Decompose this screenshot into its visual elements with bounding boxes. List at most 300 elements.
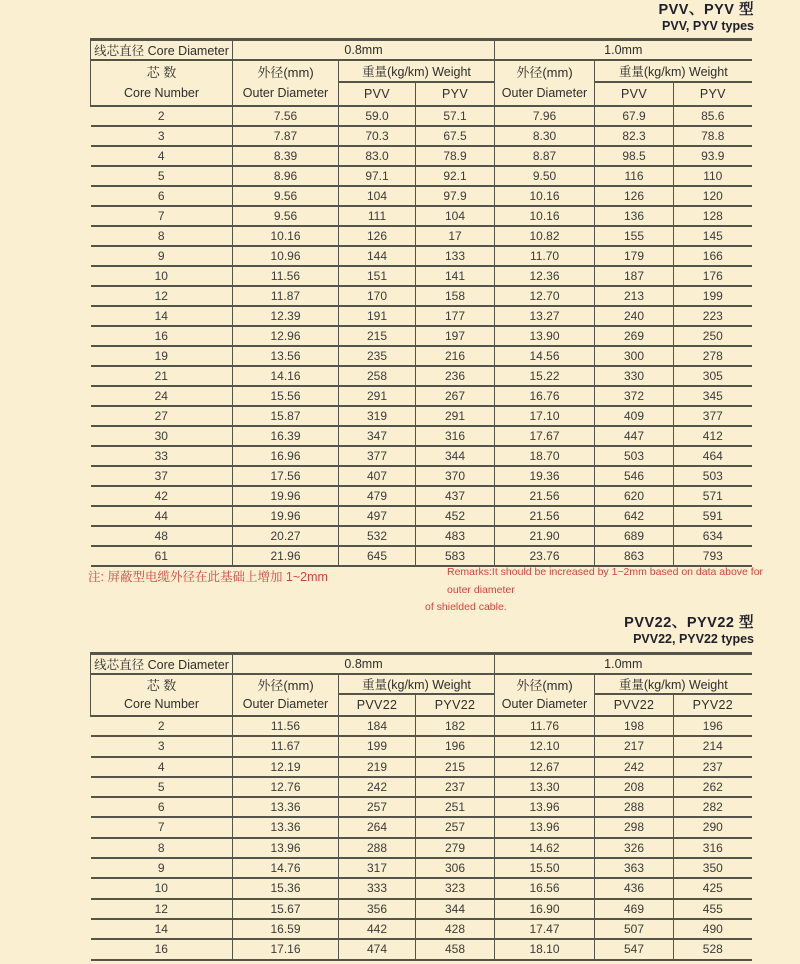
cell: 372 — [595, 386, 674, 406]
cell: 464 — [674, 446, 752, 466]
cell: 507 — [595, 919, 674, 939]
size-0-8mm-header: 0.8mm — [233, 654, 495, 675]
cell: 12 — [91, 899, 233, 919]
cell: 5 — [91, 777, 233, 797]
table-row — [91, 546, 752, 566]
cell: 14 — [91, 919, 233, 939]
cell: 170 — [339, 286, 416, 306]
table2-title-zh: PVV22、PYV22 型 — [624, 615, 754, 631]
table1-body — [91, 106, 752, 566]
cell: 6 — [91, 186, 233, 206]
cell: 18.70 — [495, 446, 595, 466]
cell: 21 — [91, 366, 233, 386]
cell: 104 — [416, 206, 495, 226]
cell: 144 — [339, 246, 416, 266]
cell: 21.56 — [495, 506, 595, 526]
cell: 198 — [595, 716, 674, 736]
cell: 330 — [595, 366, 674, 386]
cell: 326 — [595, 838, 674, 858]
cell: 216 — [416, 346, 495, 366]
cell: 305 — [674, 366, 752, 386]
cell: 7.56 — [233, 106, 339, 126]
cell: 217 — [595, 736, 674, 756]
cell: 16.96 — [233, 446, 339, 466]
cell: 3 — [91, 736, 233, 756]
pvv-pyv-spec-table — [90, 38, 752, 567]
cell: 532 — [339, 526, 416, 546]
cell: 250 — [674, 326, 752, 346]
cell: 70.3 — [339, 126, 416, 146]
cell: 213 — [595, 286, 674, 306]
cell: 16.90 — [495, 899, 595, 919]
cell: 503 — [595, 446, 674, 466]
pvv-column-header: PVV — [595, 82, 674, 106]
cell: 8.30 — [495, 126, 595, 146]
cell: 13.96 — [233, 838, 339, 858]
cell: 16 — [91, 326, 233, 346]
cell: 215 — [416, 757, 495, 777]
cell: 33 — [91, 446, 233, 466]
cell: 437 — [416, 486, 495, 506]
core-number-header — [91, 60, 233, 106]
cell: 503 — [674, 466, 752, 486]
cell: 11.87 — [233, 286, 339, 306]
cell: 257 — [339, 797, 416, 817]
cell: 184 — [339, 716, 416, 736]
table-row — [91, 426, 752, 446]
cell: 291 — [339, 386, 416, 406]
cell: 9.56 — [233, 186, 339, 206]
core-number-en: Core Number — [123, 86, 200, 100]
table-row — [91, 526, 752, 546]
cell: 19.96 — [233, 486, 339, 506]
cell: 409 — [595, 406, 674, 426]
cell: 16.76 — [495, 386, 595, 406]
cell: 111 — [339, 206, 416, 226]
cell: 85.6 — [674, 106, 752, 126]
cell: 363 — [595, 858, 674, 878]
cell: 344 — [416, 899, 495, 919]
cell: 223 — [674, 306, 752, 326]
size-1-0mm-header: 1.0mm — [495, 654, 752, 675]
cell: 141 — [416, 266, 495, 286]
cell: 7 — [91, 817, 233, 837]
cell: 6 — [91, 797, 233, 817]
cell: 9 — [91, 246, 233, 266]
cell: 20.27 — [233, 526, 339, 546]
cell: 645 — [339, 546, 416, 566]
weight-header-b: 重量(kg/km) Weight — [595, 674, 752, 694]
cell: 182 — [416, 716, 495, 736]
cell: 14.56 — [495, 346, 595, 366]
core-diameter-header: 线芯直径 Core Diameter — [91, 654, 233, 675]
cell: 4 — [91, 757, 233, 777]
cell: 136 — [595, 206, 674, 226]
table1-title — [658, 2, 754, 34]
cell: 11.56 — [233, 716, 339, 736]
table-row — [91, 446, 752, 466]
cell: 279 — [416, 838, 495, 858]
cell: 9 — [91, 858, 233, 878]
cell: 458 — [416, 939, 495, 959]
cell: 92.1 — [416, 166, 495, 186]
cell: 12.39 — [233, 306, 339, 326]
cell: 17.56 — [233, 466, 339, 486]
cell: 16.39 — [233, 426, 339, 446]
table-row — [91, 736, 752, 756]
table-row — [91, 266, 752, 286]
cell: 17.16 — [233, 939, 339, 959]
cell: 345 — [674, 386, 752, 406]
cell: 546 — [595, 466, 674, 486]
outer-diameter-en: Outer Diameter — [501, 697, 588, 711]
cell: 166 — [674, 246, 752, 266]
cell: 199 — [339, 736, 416, 756]
cell: 177 — [416, 306, 495, 326]
cell: 8.96 — [233, 166, 339, 186]
outer-diameter-en: Outer Diameter — [242, 697, 329, 711]
cell: 16.59 — [233, 919, 339, 939]
cell: 126 — [339, 226, 416, 246]
cell: 17.47 — [495, 919, 595, 939]
cell: 412 — [674, 426, 752, 446]
cell: 237 — [674, 757, 752, 777]
cell: 197 — [416, 326, 495, 346]
cell: 133 — [416, 246, 495, 266]
cell: 9.50 — [495, 166, 595, 186]
cell: 98.5 — [595, 146, 674, 166]
cell: 44 — [91, 506, 233, 526]
core-number-en: Core Number — [123, 697, 200, 711]
cell: 37 — [91, 466, 233, 486]
cell: 10 — [91, 266, 233, 286]
cell: 377 — [339, 446, 416, 466]
cell: 19.96 — [233, 506, 339, 526]
note-english-line2: of shielded cable. — [425, 601, 507, 613]
cell: 479 — [339, 486, 416, 506]
core-diameter-header: 线芯直径 Core Diameter — [91, 40, 233, 61]
cell: 469 — [595, 899, 674, 919]
cell: 10.16 — [495, 206, 595, 226]
pvv22-column-header: PVV22 — [339, 694, 416, 716]
cell: 13.96 — [495, 817, 595, 837]
cell: 15.36 — [233, 878, 339, 898]
cell: 9.56 — [233, 206, 339, 226]
header-row-size — [91, 40, 752, 61]
table-row — [91, 878, 752, 898]
cell: 642 — [595, 506, 674, 526]
cell: 15.87 — [233, 406, 339, 426]
cell: 10.16 — [233, 226, 339, 246]
cell: 13.36 — [233, 817, 339, 837]
cell: 7.96 — [495, 106, 595, 126]
cell: 264 — [339, 817, 416, 837]
table-row — [91, 206, 752, 226]
size-0-8mm-header: 0.8mm — [233, 40, 495, 61]
cell: 145 — [674, 226, 752, 246]
weight-header-b: 重量(kg/km) Weight — [595, 60, 752, 82]
cell: 97.9 — [416, 186, 495, 206]
cell: 428 — [416, 919, 495, 939]
cell: 240 — [595, 306, 674, 326]
cell: 18.10 — [495, 939, 595, 959]
table-row — [91, 899, 752, 919]
cell: 19 — [91, 346, 233, 366]
cell: 689 — [595, 526, 674, 546]
cell: 10.96 — [233, 246, 339, 266]
cell: 5 — [91, 166, 233, 186]
cell: 14 — [91, 306, 233, 326]
cell: 258 — [339, 366, 416, 386]
table-row — [91, 146, 752, 166]
cell: 23.76 — [495, 546, 595, 566]
cell: 291 — [416, 406, 495, 426]
table-row — [91, 757, 752, 777]
table-row — [91, 326, 752, 346]
cell: 12 — [91, 286, 233, 306]
cell: 21.96 — [233, 546, 339, 566]
cell: 425 — [674, 878, 752, 898]
core-number-zh: 芯 数 — [146, 65, 177, 80]
cell: 333 — [339, 878, 416, 898]
table-row — [91, 486, 752, 506]
cell: 21.56 — [495, 486, 595, 506]
cell: 447 — [595, 426, 674, 446]
table-row — [91, 226, 752, 246]
cell: 120 — [674, 186, 752, 206]
cell: 13.30 — [495, 777, 595, 797]
cell: 300 — [595, 346, 674, 366]
cell: 14.76 — [233, 858, 339, 878]
cell: 214 — [674, 736, 752, 756]
cell: 30 — [91, 426, 233, 446]
cell: 407 — [339, 466, 416, 486]
cell: 344 — [416, 446, 495, 466]
cell: 19.36 — [495, 466, 595, 486]
cell: 93.9 — [674, 146, 752, 166]
cell: 191 — [339, 306, 416, 326]
outer-diameter-header-b — [495, 60, 595, 106]
cell: 8.87 — [495, 146, 595, 166]
cell: 288 — [339, 838, 416, 858]
table-row — [91, 817, 752, 837]
cell: 474 — [339, 939, 416, 959]
outer-diameter-en: Outer Diameter — [501, 86, 588, 100]
table1-title-en: PVV, PYV types — [662, 19, 754, 33]
cell: 2 — [91, 716, 233, 736]
table-row — [91, 126, 752, 146]
cell: 12.96 — [233, 326, 339, 346]
cell: 356 — [339, 899, 416, 919]
table1-header — [91, 40, 752, 107]
table-row — [91, 286, 752, 306]
cell: 547 — [595, 939, 674, 959]
cell: 208 — [595, 777, 674, 797]
cell: 12.70 — [495, 286, 595, 306]
cell: 793 — [674, 546, 752, 566]
cell: 242 — [339, 777, 416, 797]
pyv22-column-header: PYV22 — [674, 694, 752, 716]
cell: 442 — [339, 919, 416, 939]
cell: 67.5 — [416, 126, 495, 146]
cell: 242 — [595, 757, 674, 777]
cell: 78.8 — [674, 126, 752, 146]
cell: 8 — [91, 838, 233, 858]
cell: 11.67 — [233, 736, 339, 756]
cell: 2 — [91, 106, 233, 126]
cell: 12.76 — [233, 777, 339, 797]
table-row — [91, 106, 752, 126]
note-chinese: 注: 屏蔽型电缆外径在此基础上增加 1~2mm — [88, 570, 328, 584]
cell: 17.10 — [495, 406, 595, 426]
pvv22-pyv22-spec-table — [90, 652, 752, 961]
cell: 82.3 — [595, 126, 674, 146]
cell: 187 — [595, 266, 674, 286]
cell: 436 — [595, 878, 674, 898]
cell: 15.22 — [495, 366, 595, 386]
cell: 591 — [674, 506, 752, 526]
cell: 455 — [674, 899, 752, 919]
cell: 452 — [416, 506, 495, 526]
cell: 13.90 — [495, 326, 595, 346]
cell: 319 — [339, 406, 416, 426]
cell: 347 — [339, 426, 416, 446]
cell: 15.50 — [495, 858, 595, 878]
cell: 126 — [595, 186, 674, 206]
cell: 10.16 — [495, 186, 595, 206]
cell: 288 — [595, 797, 674, 817]
cell: 236 — [416, 366, 495, 386]
cell: 251 — [416, 797, 495, 817]
table1-title-zh: PVV、PYV 型 — [658, 2, 754, 18]
outer-diameter-header-a — [233, 674, 339, 716]
cell: 59.0 — [339, 106, 416, 126]
table-row — [91, 406, 752, 426]
outer-diameter-zh: 外径(mm) — [516, 678, 573, 693]
cell: 12.10 — [495, 736, 595, 756]
cell: 7 — [91, 206, 233, 226]
pyv-column-header: PYV — [416, 82, 495, 106]
cell: 67.9 — [595, 106, 674, 126]
cell: 282 — [674, 797, 752, 817]
outer-diameter-zh: 外径(mm) — [516, 65, 573, 80]
table-row — [91, 466, 752, 486]
cell: 316 — [416, 426, 495, 446]
cell: 620 — [595, 486, 674, 506]
cell: 483 — [416, 526, 495, 546]
table2-header — [91, 654, 752, 717]
pvv22-column-header: PVV22 — [595, 694, 674, 716]
table-row — [91, 246, 752, 266]
table-row — [91, 797, 752, 817]
cell: 17 — [416, 226, 495, 246]
table-row — [91, 506, 752, 526]
table-row — [91, 306, 752, 326]
cell: 12.67 — [495, 757, 595, 777]
outer-diameter-header-a — [233, 60, 339, 106]
cell: 14.62 — [495, 838, 595, 858]
cell: 278 — [674, 346, 752, 366]
cell: 13.96 — [495, 797, 595, 817]
cell: 116 — [595, 166, 674, 186]
table-row — [91, 858, 752, 878]
cell: 196 — [416, 736, 495, 756]
cell: 57.1 — [416, 106, 495, 126]
cell: 104 — [339, 186, 416, 206]
cell: 571 — [674, 486, 752, 506]
cell: 97.1 — [339, 166, 416, 186]
pvv-column-header: PVV — [339, 82, 416, 106]
cell: 110 — [674, 166, 752, 186]
cell: 24 — [91, 386, 233, 406]
cell: 11.76 — [495, 716, 595, 736]
cell: 8.39 — [233, 146, 339, 166]
table-row — [91, 777, 752, 797]
cell: 16 — [91, 939, 233, 959]
cell: 497 — [339, 506, 416, 526]
cell: 42 — [91, 486, 233, 506]
cell: 78.9 — [416, 146, 495, 166]
cell: 83.0 — [339, 146, 416, 166]
note-english-line1: Remarks:It should be increased by 1~2mm based on data above for outer diameter — [447, 566, 764, 596]
outer-diameter-en: Outer Diameter — [242, 86, 329, 100]
table-row — [91, 346, 752, 366]
cell: 3 — [91, 126, 233, 146]
note-english — [425, 564, 765, 617]
cell: 128 — [674, 206, 752, 226]
weight-header-a: 重量(kg/km) Weight — [339, 674, 495, 694]
cell: 528 — [674, 939, 752, 959]
cell: 323 — [416, 878, 495, 898]
table-row — [91, 166, 752, 186]
cell: 15.56 — [233, 386, 339, 406]
header-row-size — [91, 654, 752, 675]
size-1-0mm-header: 1.0mm — [495, 40, 752, 61]
cell: 27 — [91, 406, 233, 426]
cell: 262 — [674, 777, 752, 797]
cell: 370 — [416, 466, 495, 486]
core-number-zh: 芯 数 — [146, 678, 177, 693]
cell: 13.36 — [233, 797, 339, 817]
cell: 316 — [674, 838, 752, 858]
cell: 634 — [674, 526, 752, 546]
weight-header-a: 重量(kg/km) Weight — [339, 60, 495, 82]
cell: 298 — [595, 817, 674, 837]
cell: 151 — [339, 266, 416, 286]
cell: 257 — [416, 817, 495, 837]
cell: 12.19 — [233, 757, 339, 777]
outer-diameter-header-b — [495, 674, 595, 716]
table-row — [91, 186, 752, 206]
cell: 863 — [595, 546, 674, 566]
cell: 17.67 — [495, 426, 595, 446]
cell: 14.16 — [233, 366, 339, 386]
cell: 237 — [416, 777, 495, 797]
table-row — [91, 366, 752, 386]
cell: 13.27 — [495, 306, 595, 326]
header-row-groups — [91, 674, 752, 694]
cell: 48 — [91, 526, 233, 546]
cell: 176 — [674, 266, 752, 286]
cell: 61 — [91, 546, 233, 566]
cell: 290 — [674, 817, 752, 837]
table2-title — [624, 615, 754, 647]
outer-diameter-zh: 外径(mm) — [257, 678, 314, 693]
cell: 196 — [674, 716, 752, 736]
table-row — [91, 919, 752, 939]
cell: 15.67 — [233, 899, 339, 919]
cell: 490 — [674, 919, 752, 939]
